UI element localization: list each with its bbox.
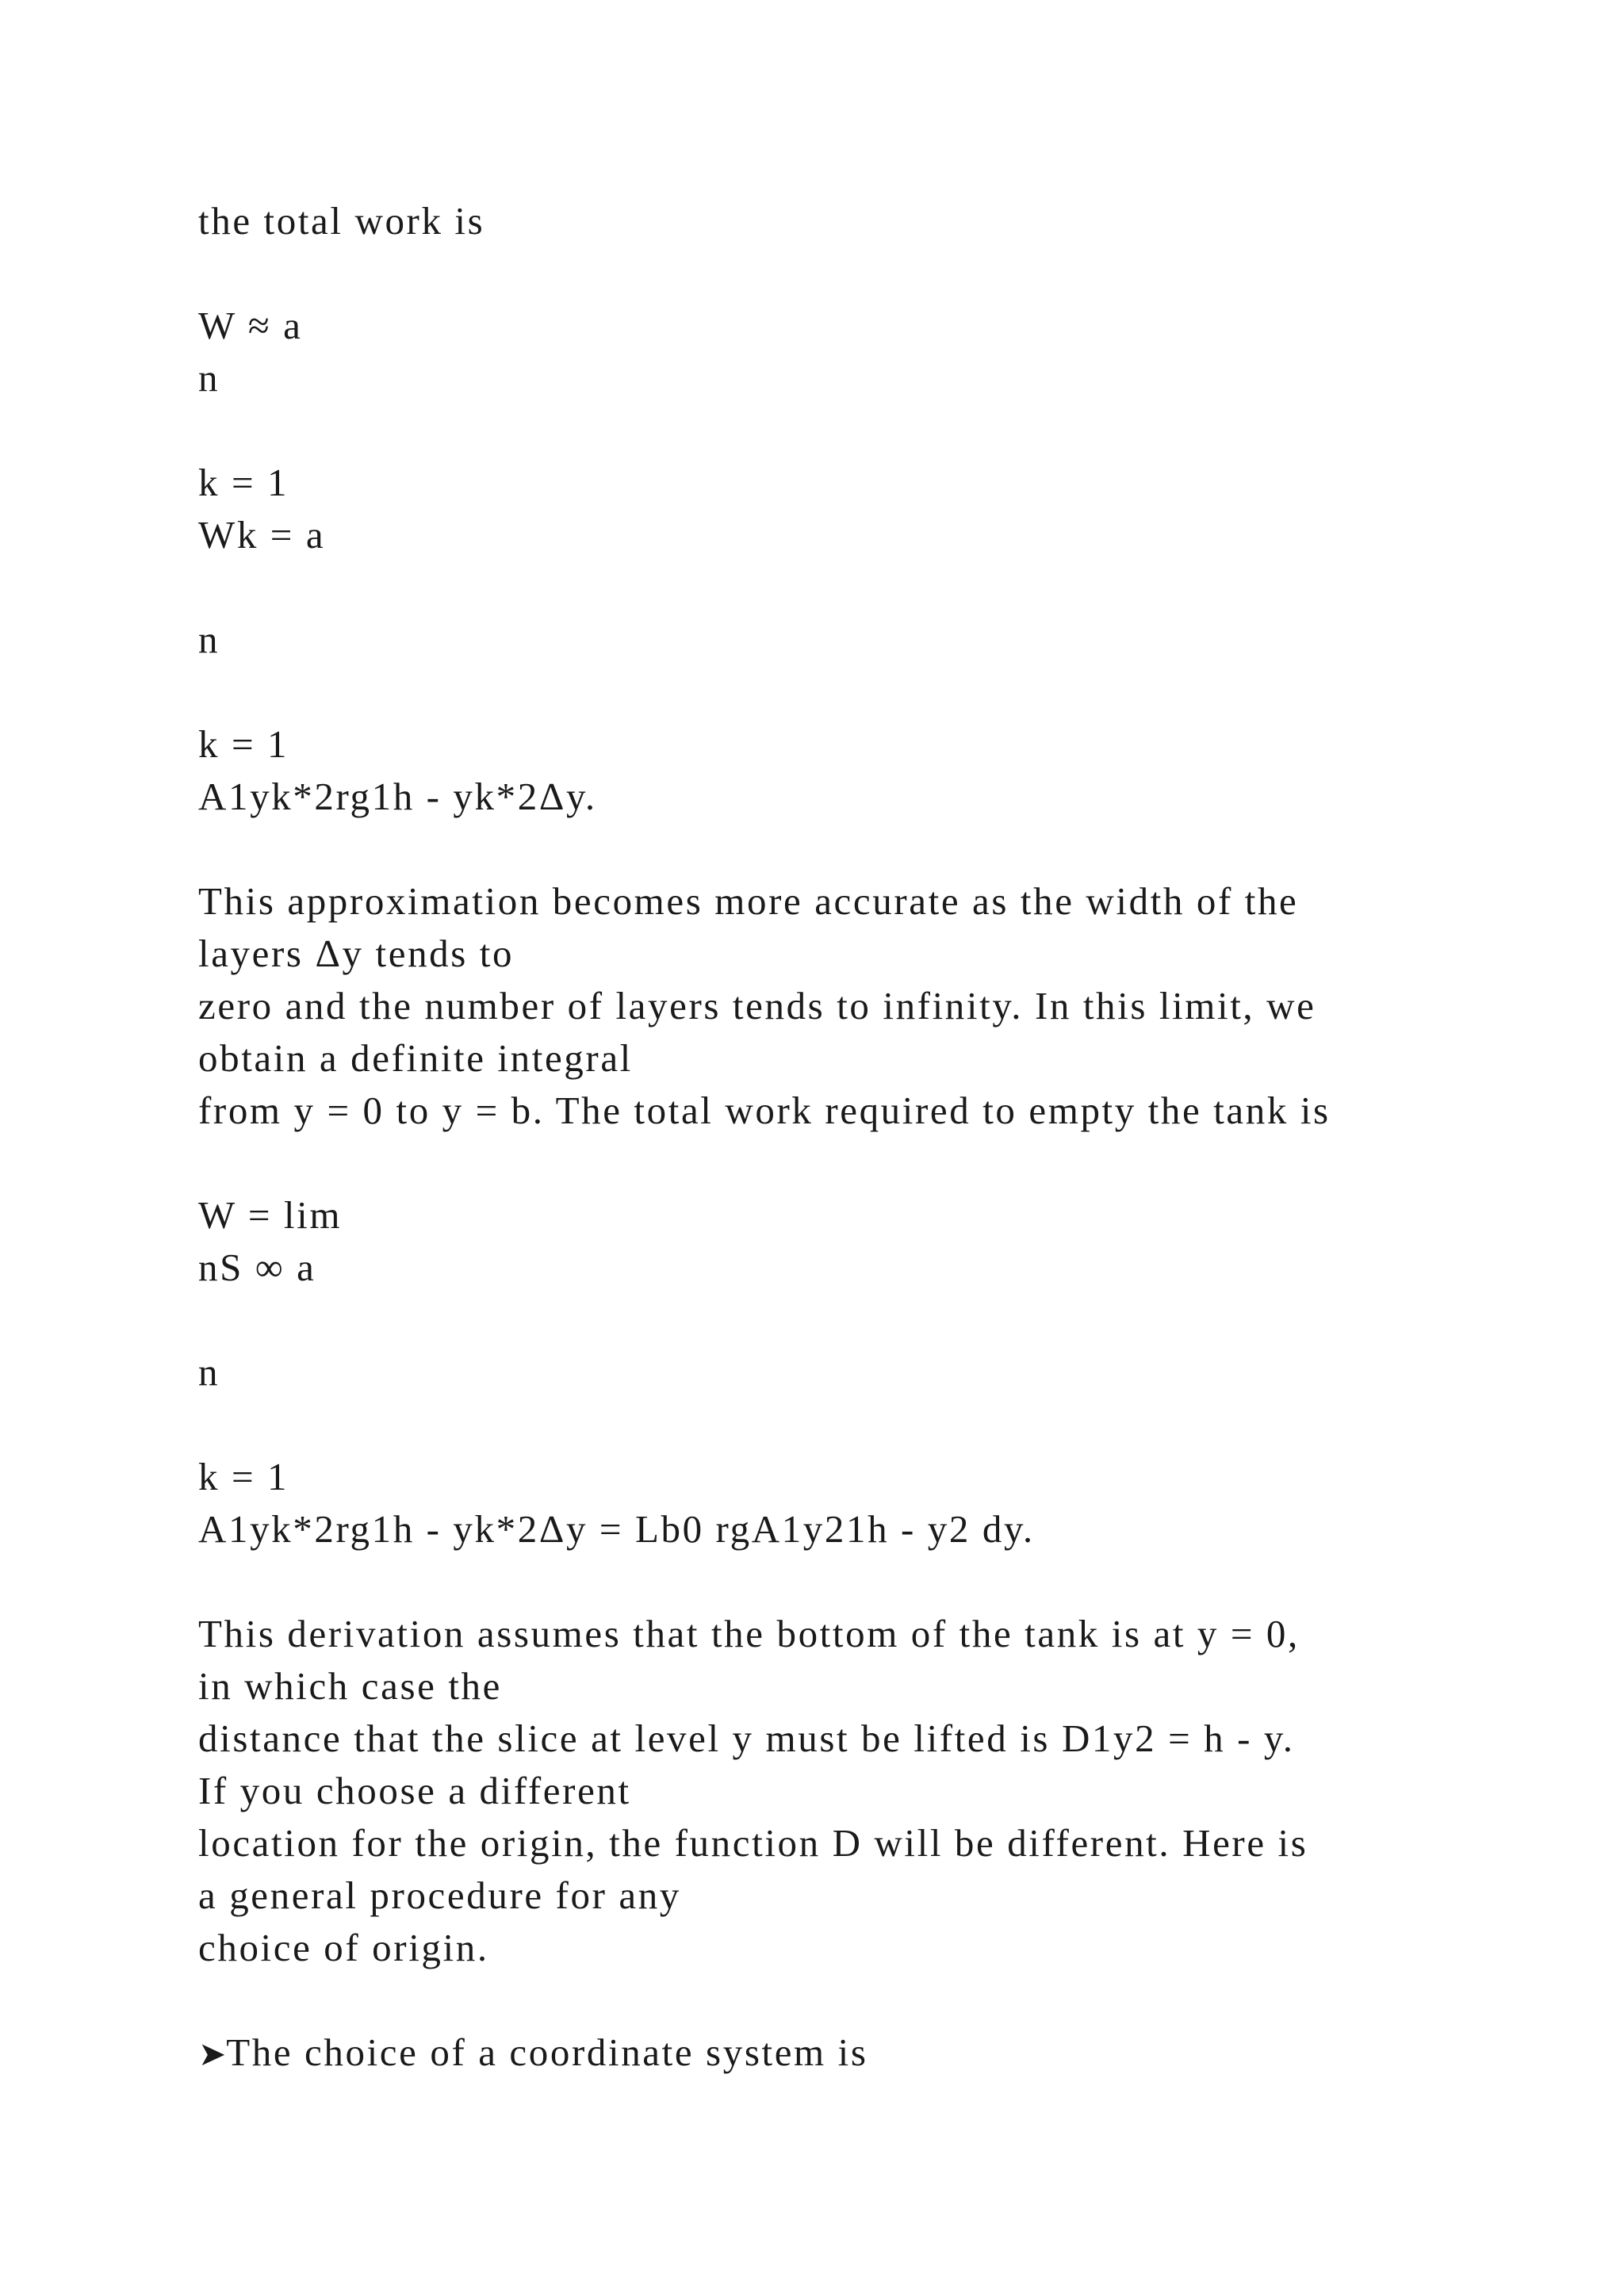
text-line: n [198,618,220,661]
text-line: k = 1 [198,722,289,766]
text-line: zero and the number of layers tends to infinity. In this limit, we [198,984,1316,1027]
text-line: W ≈ a [198,304,303,347]
text-line: A1yk*2rg1h - yk*2Δy = Lb0 rgA1y21h - y2 dy. [198,1507,1035,1551]
text-line: the total work is [198,199,485,243]
text-line: n [198,356,220,400]
text-line: in which case the [198,1664,502,1708]
text-line: k = 1 [198,461,289,504]
text-line: This derivation assumes that the bottom of the tank is at y = 0, [198,1612,1300,1655]
text-line: A1yk*2rg1h - yk*2Δy. [198,775,597,818]
text-line: W = lim [198,1193,343,1237]
text-line: nS ∞ a [198,1246,316,1289]
text-line: layers Δy tends to [198,932,515,975]
text-line: k = 1 [198,1455,289,1498]
text-line: distance that the slice at level y must be lifted is D1y2 = h - y. [198,1716,1295,1760]
text-line: a general procedure for any [198,1873,681,1917]
text-line: obtain a definite integral [198,1036,633,1080]
text-line: If you choose a different [198,1769,631,1812]
text-line: choice of origin. [198,1926,489,1969]
text-line: location for the origin, the function D will be different. Here is [198,1821,1308,1865]
text-line: from y = 0 to y = b. The total work required to empty the tank is [198,1089,1331,1132]
text-line: This approximation becomes more accurate as the width of the [198,879,1299,923]
text-line: n [198,1350,220,1394]
bullet-text: The choice of a coordinate system is [226,2030,868,2074]
bullet-line [198,2030,868,2074]
arrow-bullet-icon: ➤ [198,2034,227,2073]
text-line: Wk = a [198,513,326,557]
